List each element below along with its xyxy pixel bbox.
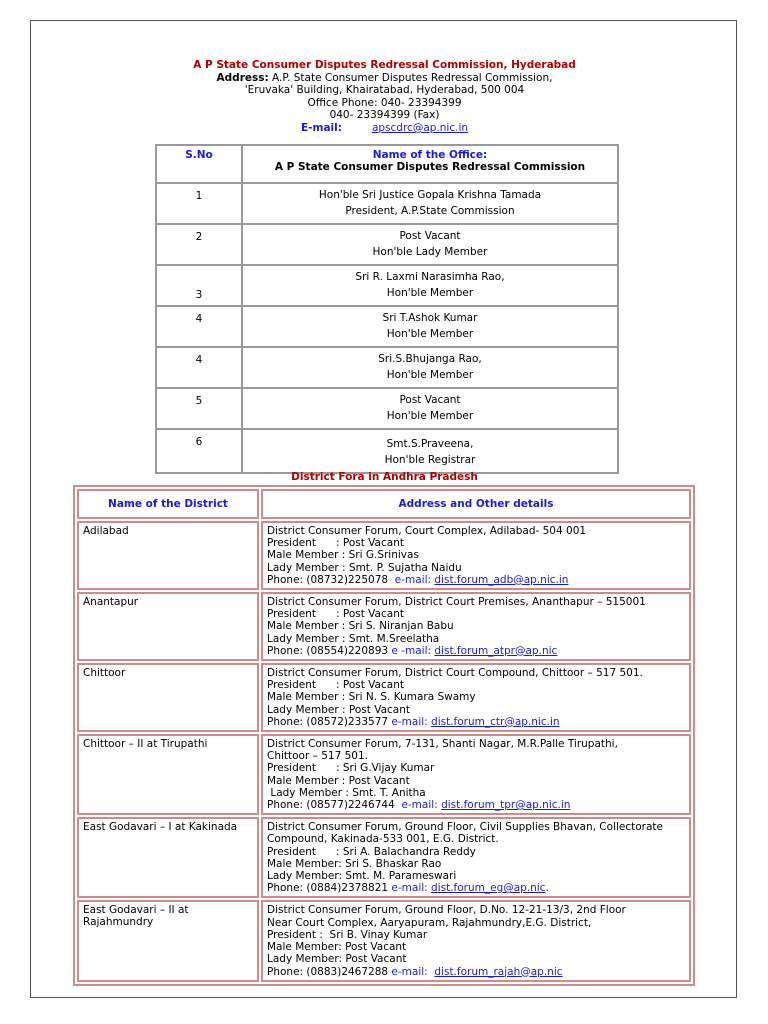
- district-row: [77, 521, 691, 590]
- member-title: Hon'ble Lady Member: [372, 245, 488, 258]
- email-tail: .: [545, 882, 549, 895]
- member-title: Hon'ble Member: [386, 409, 474, 422]
- office-sno: 3: [156, 265, 242, 306]
- email-label: e-mail:: [401, 799, 442, 812]
- contact-line: [267, 799, 685, 811]
- email-link[interactable]: dist.forum_adb@ap.nic.in: [434, 573, 569, 586]
- detail-line: President : Post Vacant: [267, 537, 404, 550]
- office-sno: 1: [156, 183, 242, 224]
- detail-line: Compound, Kakinada-533 001, E.G. District.: [267, 833, 499, 846]
- email-label: e-mail:: [391, 882, 432, 895]
- office-member: [242, 306, 618, 347]
- email-label: e-mail:: [391, 965, 435, 978]
- district-section-title: District Fora in Andhra Pradesh: [291, 471, 478, 483]
- phone-text: Phone: (08732)225078: [267, 573, 395, 586]
- email-link[interactable]: dist.forum_tpr@ap.nic.in: [441, 799, 571, 812]
- detail-line: Male Member : Sri G.Srinivas: [267, 549, 419, 562]
- email-link[interactable]: dist.forum_eg@ap.nic: [431, 882, 546, 895]
- district-fora-table: [73, 485, 695, 986]
- member-title: Hon'ble Registrar: [384, 453, 476, 466]
- office-row: [156, 388, 618, 429]
- district-row: [77, 900, 691, 981]
- commission-office-table: [155, 144, 619, 474]
- district-details: [261, 521, 691, 590]
- detail-line: President : Sri A. Balachandra Reddy: [267, 845, 476, 858]
- col-sno: S.No: [156, 145, 242, 183]
- district-name: East Godavari – II at Rajahmundry: [77, 900, 259, 981]
- office-sno: 5: [156, 388, 242, 429]
- phone-text: Phone: (08577)2246744: [267, 799, 402, 812]
- contact-line: [267, 716, 685, 728]
- contact-line: [267, 966, 685, 978]
- detail-line: Lady Member: Smt. M. Parameswari: [267, 870, 457, 883]
- header-email: [31, 122, 738, 135]
- detail-line: District Consumer Forum, Ground Floor, D.No. 12-21-13/3, 2nd Floor: [267, 904, 626, 917]
- district-details: [261, 592, 691, 661]
- detail-line: President : Post Vacant: [267, 679, 404, 692]
- district-details: [261, 817, 691, 898]
- office-row: [156, 183, 618, 224]
- detail-line: Lady Member: Post Vacant: [267, 953, 407, 966]
- district-details: [261, 663, 691, 732]
- office-row: [156, 306, 618, 347]
- detail-line: Chittoor – 517 501.: [267, 750, 368, 763]
- district-row: [77, 817, 691, 898]
- address-line1: A.P. State Consumer Disputes Redressal Commission,: [268, 71, 553, 84]
- office-member: [242, 224, 618, 265]
- phone-text: Phone: (0884)2378821: [267, 882, 392, 895]
- detail-line: Male Member: Sri S. Bhaskar Rao: [267, 857, 442, 870]
- office-member: [242, 183, 618, 224]
- district-details: [261, 900, 691, 981]
- office-row: [156, 429, 618, 473]
- email-label: E-mail:: [300, 121, 342, 134]
- member-name: Post Vacant: [399, 394, 461, 406]
- detail-line: District Consumer Forum, District Court Compound, Chittoor – 517 501.: [267, 667, 643, 680]
- district-details: [261, 734, 691, 815]
- district-table-header: [77, 489, 691, 519]
- detail-line: President : Sri G.Vijay Kumar: [267, 762, 435, 775]
- district-row: [77, 734, 691, 815]
- detail-line: District Consumer Forum, Ground Floor, Civil Supplies Bhavan, Collectorate: [267, 821, 664, 834]
- office-table-header: [156, 145, 618, 183]
- email-link[interactable]: dist.forum_rajah@ap.nic: [434, 965, 563, 978]
- phone-text: Phone: (08572)233577: [267, 715, 392, 728]
- detail-line: District Consumer Forum, District Court Premises, Ananthapur – 515001: [267, 596, 646, 609]
- email-label: e -mail:: [391, 644, 435, 657]
- col-office-name: [242, 145, 618, 183]
- email-link[interactable]: dist.forum_ctr@ap.nic.in: [431, 715, 560, 728]
- detail-line: Lady Member : Smt. P. Sujatha Naidu: [267, 561, 462, 574]
- col-office-name-sub: A P State Consumer Disputes Redressal Commission: [274, 161, 586, 173]
- address-line2: 'Eruvaka' Building, Khairatabad, Hyderabad, 500 004: [244, 84, 525, 97]
- detail-line: Male Member: Post Vacant: [267, 941, 407, 954]
- detail-line: Lady Member : Smt. M.Sreelatha: [267, 632, 440, 645]
- office-sno: 2: [156, 224, 242, 265]
- office-member: [242, 265, 618, 306]
- member-name: Post Vacant: [399, 230, 461, 242]
- district-name: East Godavari – I at Kakinada: [77, 817, 259, 898]
- district-name: Anantapur: [77, 592, 259, 661]
- office-row: [156, 347, 618, 388]
- detail-line: President : Post Vacant: [267, 608, 404, 621]
- detail-line: Male Member : Post Vacant: [267, 774, 410, 787]
- member-name: Sri.S.Bhujanga Rao,: [378, 353, 482, 365]
- commission-header: [31, 59, 738, 135]
- document-page: [30, 20, 737, 998]
- member-name: Sri T.Ashok Kumar: [382, 312, 478, 324]
- office-member: [242, 388, 618, 429]
- contact-line: [267, 574, 685, 586]
- office-member: [242, 347, 618, 388]
- office-row: [156, 265, 618, 306]
- office-member: [242, 429, 618, 473]
- contact-line: [267, 645, 685, 657]
- email-link[interactable]: apscdrc@ap.nic.in: [371, 121, 469, 134]
- member-name: Hon'ble Sri Justice Gopala Krishna Tamada: [318, 189, 542, 201]
- member-title: Hon'ble Member: [386, 368, 474, 381]
- col-district: Name of the District: [77, 489, 259, 519]
- address-label: Address:: [216, 71, 269, 84]
- office-sno: 4: [156, 347, 242, 388]
- detail-line: District Consumer Forum, Court Complex, Adilabad- 504 001: [267, 525, 587, 537]
- member-name: Sri R. Laxmi Narasimha Rao,: [355, 271, 505, 283]
- office-sno: 6: [156, 429, 242, 473]
- detail-line: President : Sri B. Vinay Kumar: [267, 928, 428, 941]
- district-name: Chittoor: [77, 663, 259, 732]
- col-address: Address and Other details: [261, 489, 691, 519]
- member-title: President, A.P.State Commission: [345, 204, 515, 217]
- email-label: e-mail:: [391, 715, 432, 728]
- detail-line: Lady Member : Smt. T. Anitha: [267, 786, 426, 799]
- member-title: Hon'ble Member: [386, 286, 474, 299]
- col-office-name-label: Name of the Office:: [372, 149, 488, 161]
- detail-line: Male Member : Sri N. S. Kumara Swamy: [267, 691, 476, 704]
- office-sno: 4: [156, 306, 242, 347]
- office-row: [156, 224, 618, 265]
- office-fax: 040- 23394399 (Fax): [329, 109, 440, 122]
- detail-line: Lady Member : Post Vacant: [267, 703, 410, 716]
- contact-line: [267, 882, 685, 894]
- email-label: e-mail:: [394, 573, 435, 586]
- detail-line: Near Court Complex, Aaryapuram, Rajahmundry,E.G. District,: [267, 916, 592, 929]
- district-name: Chittoor – II at Tirupathi: [77, 734, 259, 815]
- detail-line: Male Member : Sri S. Niranjan Babu: [267, 620, 454, 633]
- header-title: A P State Consumer Disputes Redressal Commission, Hyderabad: [193, 59, 576, 71]
- district-row: [77, 592, 691, 661]
- email-link[interactable]: dist.forum_atpr@ap.nic: [434, 644, 558, 657]
- header-address: [31, 72, 738, 85]
- phone-text: Phone: (0883)2467288: [267, 965, 392, 978]
- district-row: [77, 663, 691, 732]
- detail-line: District Consumer Forum, 7-131, Shanti Nagar, M.R.Palle Tirupathi,: [267, 738, 618, 751]
- office-phone: Office Phone: 040- 23394399: [307, 96, 462, 109]
- member-title: Hon'ble Member: [386, 327, 474, 340]
- member-name: Smt.S.Praveena,: [386, 438, 474, 450]
- district-name: Adilabad: [77, 521, 259, 590]
- phone-text: Phone: (08554)220893: [267, 644, 392, 657]
